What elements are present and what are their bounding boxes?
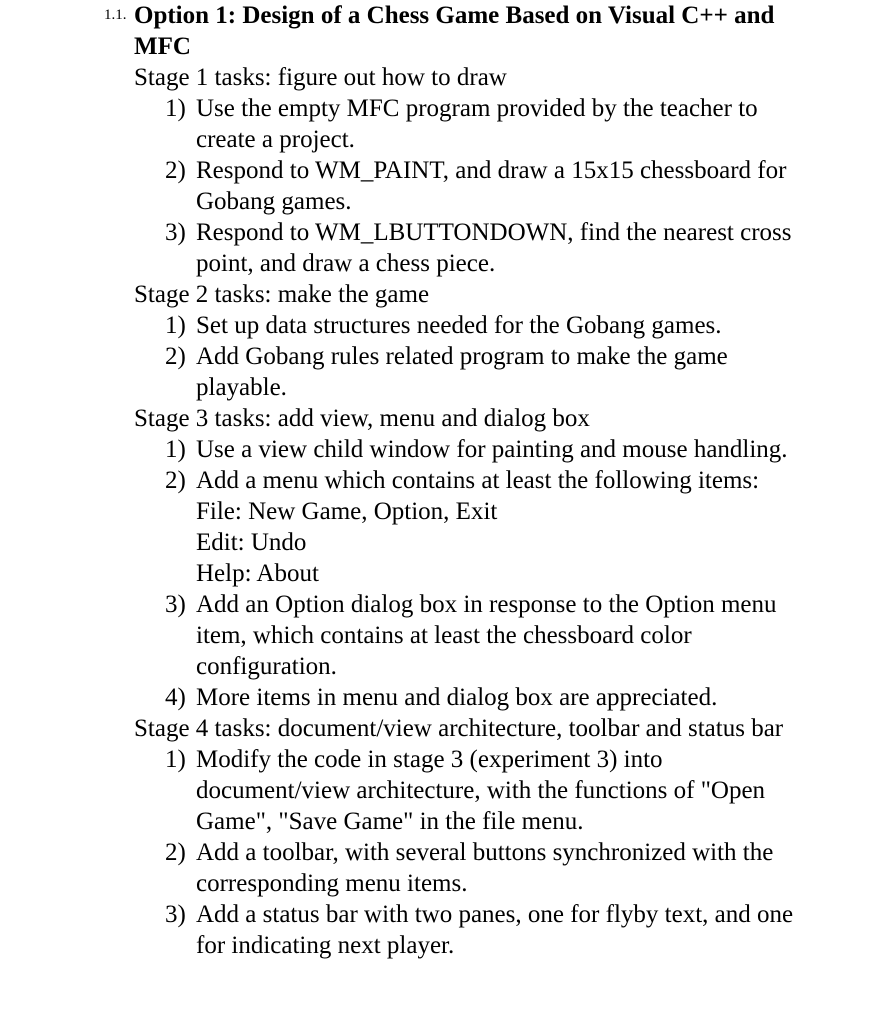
list-item-number: 1): [165, 436, 186, 463]
list-item-text: Add a toolbar, with several buttons synchronized with the corresponding menu items.: [196, 839, 774, 897]
stage-title: Stage 2 tasks: make the game: [134, 281, 430, 308]
list-item-number: 2): [165, 467, 186, 494]
section-title: Option 1: Design of a Chess Game Based on Visual C++ and MFC: [134, 2, 775, 60]
list-item-number: 1): [165, 312, 186, 339]
list-item: [0, 682, 806, 713]
list-item-number: 4): [165, 684, 186, 711]
list-item-text: Respond to WM_PAINT, and draw a 15x15 chessboard for Gobang games.: [196, 157, 787, 215]
list-item: [0, 341, 806, 403]
list-item-text: Add Gobang rules related program to make the game playable.: [196, 343, 728, 401]
list-item-number: 3): [165, 901, 186, 928]
list-item-text: Use the empty MFC program provided by the teacher to create a project.: [196, 95, 758, 153]
list-item: [0, 744, 806, 837]
list-item-number: 2): [165, 343, 186, 370]
list-item-text: Respond to WM_LBUTTONDOWN, find the nearest cross point, and draw a chess piece.: [196, 219, 792, 277]
list-item-number: 1): [165, 746, 186, 773]
list-item: [0, 93, 806, 155]
list-item-number: 3): [165, 591, 186, 618]
stage-title: Stage 3 tasks: add view, menu and dialog box: [134, 405, 590, 432]
list-item-text: Set up data structures needed for the Gobang games.: [196, 312, 722, 339]
section-heading: [0, 0, 794, 62]
stage-title: Stage 4 tasks: document/view architecture, toolbar and status bar: [134, 715, 784, 742]
section-number: 1.1.: [104, 7, 127, 23]
menu-spec-line: File: New Game, Option, Exit: [196, 498, 498, 525]
menu-spec-line: Help: About: [196, 560, 319, 587]
list-item-number: 2): [165, 839, 186, 866]
list-item: [0, 899, 806, 961]
list-item-text: Add a menu which contains at least the following items:: [196, 467, 760, 494]
list-item: [0, 217, 806, 279]
list-item: [0, 589, 806, 682]
list-item-text: More items in menu and dialog box are appreciated.: [196, 684, 718, 711]
menu-spec-line: Edit: Undo: [196, 529, 307, 556]
list-item-number: 3): [165, 219, 186, 246]
list-item: [0, 465, 806, 589]
list-item-text: Use a view child window for painting and mouse handling.: [196, 436, 788, 463]
list-item-number: 1): [165, 95, 186, 122]
list-item-text: Modify the code in stage 3 (experiment 3) into document/view architecture, with the functions of "Open Game", "Save Game" in the file menu.: [196, 746, 766, 835]
list-item-text: Add an Option dialog box in response to the Option menu item, which contains at least the chessboard color configuration.: [196, 591, 777, 680]
list-item-text: Add a status bar with two panes, one for flyby text, and one for indicating next player.: [196, 901, 794, 959]
list-item: [0, 837, 806, 899]
list-item: [0, 155, 806, 217]
list-item-number: 2): [165, 157, 186, 184]
list-item: [0, 434, 806, 465]
stage-title: Stage 1 tasks: figure out how to draw: [134, 64, 507, 91]
list-item: [0, 310, 806, 341]
